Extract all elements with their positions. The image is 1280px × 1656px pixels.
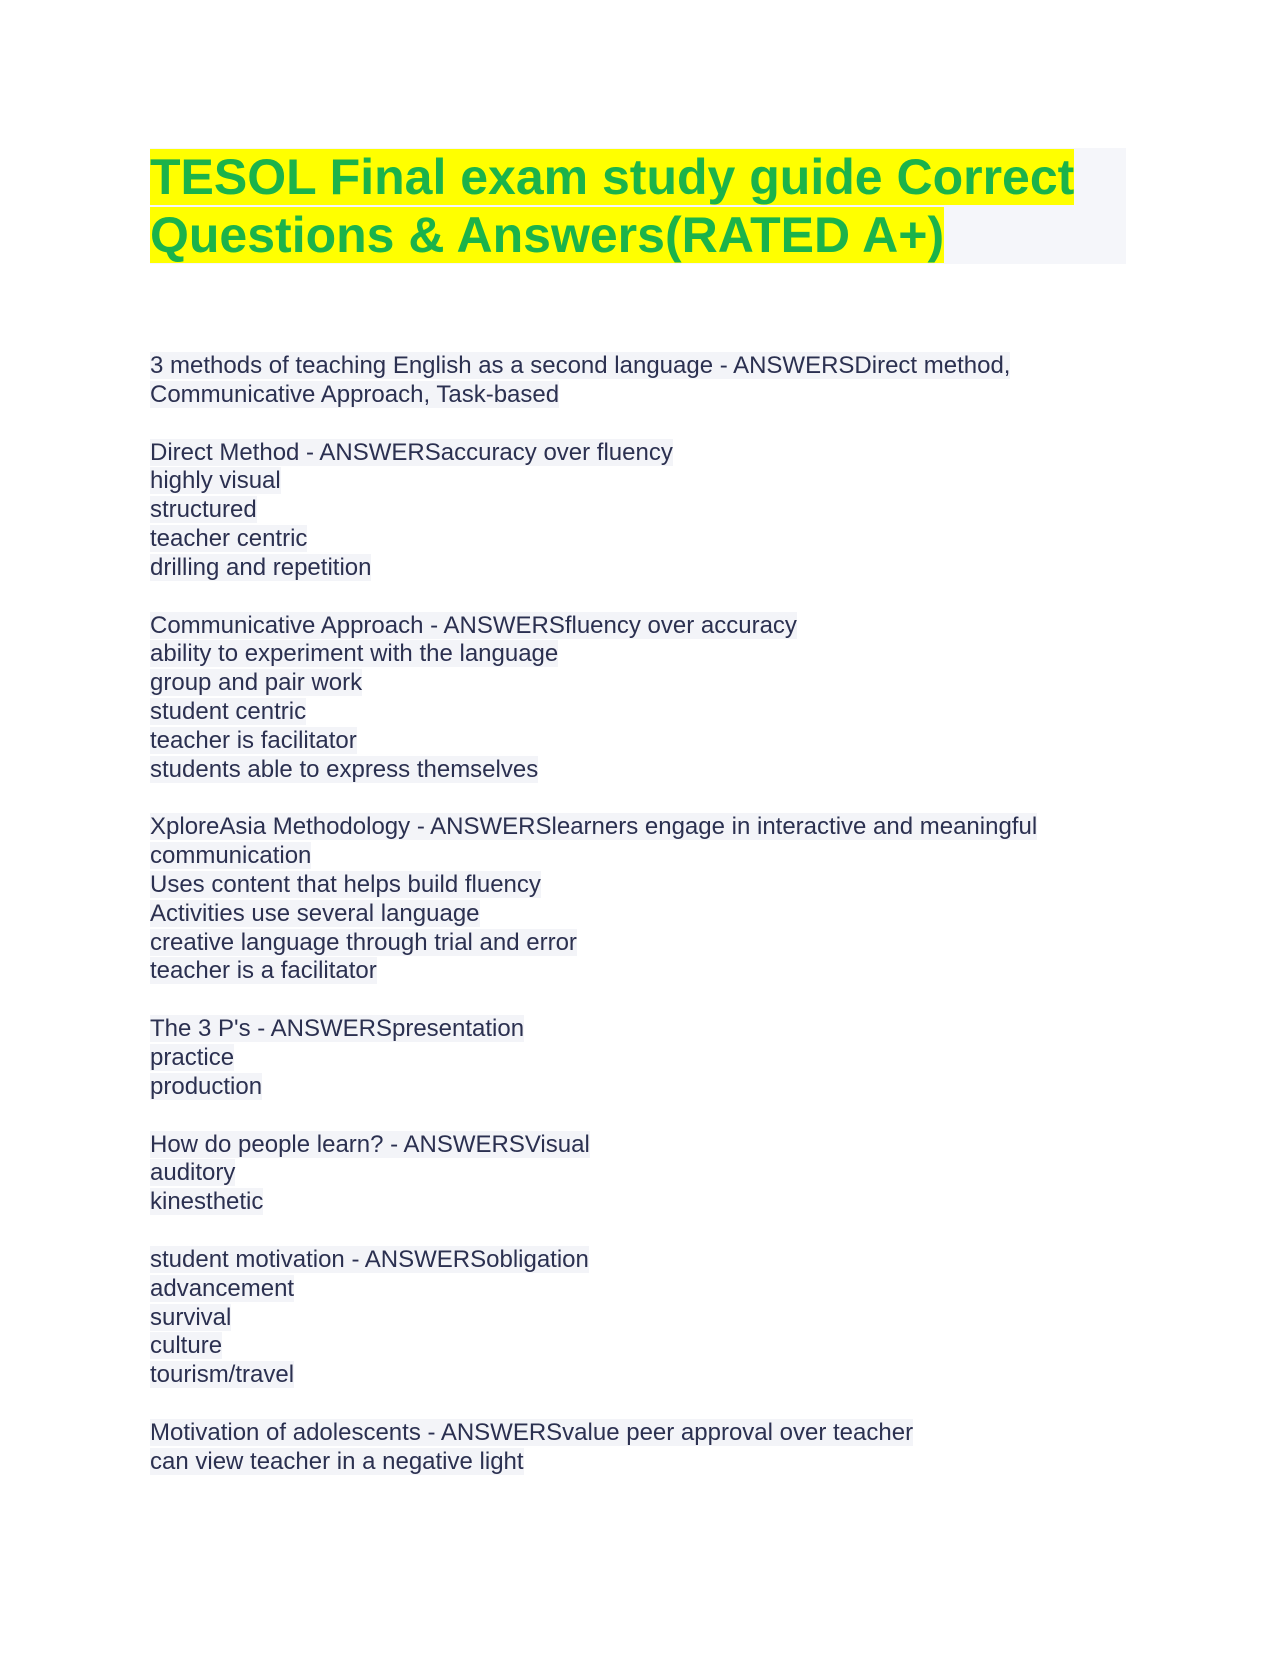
qa-line-text: Uses content that helps build fluency — [150, 870, 541, 898]
qa-answer-line — [150, 1275, 1126, 1304]
qa-entry — [150, 1131, 1126, 1217]
qa-line-text: student centric — [150, 697, 307, 725]
qa-line-text: advancement — [150, 1274, 295, 1302]
qa-question-line — [150, 439, 1126, 468]
qa-answer-line — [150, 1448, 1126, 1477]
qa-answer-line — [150, 467, 1126, 496]
qa-answer-line — [150, 871, 1126, 900]
qa-line-text: practice — [150, 1043, 235, 1071]
qa-line-text: survival — [150, 1303, 232, 1331]
qa-line-text: Direct Method - ANSWERSaccuracy over fluency — [150, 438, 673, 466]
qa-line-text: group and pair work — [150, 669, 363, 697]
qa-line-text: creative language through trial and error — [150, 928, 577, 956]
qa-question-line — [150, 352, 1126, 381]
qa-answer-line — [150, 496, 1126, 525]
qa-line-text: teacher centric — [150, 524, 308, 552]
qa-question-line — [150, 813, 1126, 842]
qa-answer-line — [150, 727, 1126, 756]
qa-line-text: kinesthetic — [150, 1188, 264, 1216]
qa-line-text: students able to express themselves — [150, 755, 539, 783]
qa-line-text: 3 methods of teaching English as a second language - ANSWERSDirect method, — [150, 352, 1011, 379]
qa-line-text: auditory — [150, 1159, 236, 1187]
qa-entry — [150, 813, 1126, 986]
qa-entry — [150, 612, 1126, 785]
qa-answer-line — [150, 1159, 1126, 1188]
qa-line-text: drilling and repetition — [150, 553, 372, 581]
qa-answer-line — [150, 1361, 1126, 1390]
qa-answer-line — [150, 1044, 1126, 1073]
qa-entry — [150, 1419, 1126, 1477]
qa-line-text: Activities use several language — [150, 899, 480, 927]
qa-answer-line — [150, 957, 1126, 986]
qa-question-line — [150, 1015, 1126, 1044]
qa-line-text: student motivation - ANSWERSobligation — [150, 1245, 589, 1273]
qa-line-text: Motivation of adolescents - ANSWERSvalue peer approval over teacher — [150, 1418, 914, 1446]
qa-line-text: structured — [150, 496, 257, 524]
qa-answer-line — [150, 1332, 1126, 1361]
qa-line-text: tourism/travel — [150, 1361, 295, 1389]
qa-answer-line — [150, 842, 1126, 871]
qa-entry — [150, 352, 1126, 410]
document-title — [150, 148, 1126, 264]
qa-entry — [150, 1246, 1126, 1390]
qa-answer-line — [150, 381, 1126, 410]
qa-answer-line — [150, 1073, 1126, 1102]
document-title-text: TESOL Final exam study guide Correct Questions & Answers(RATED A+) — [150, 149, 1075, 263]
qa-line-text: highly visual — [150, 467, 281, 495]
qa-question-line — [150, 1131, 1126, 1160]
qa-answer-line — [150, 900, 1126, 929]
qa-line-text: teacher is facilitator — [150, 726, 357, 754]
qa-entry — [150, 439, 1126, 583]
qa-line-text: teacher is a facilitator — [150, 957, 377, 985]
qa-question-line — [150, 1246, 1126, 1275]
qa-answer-line — [150, 1304, 1126, 1333]
qa-entry — [150, 1015, 1126, 1101]
qa-line-text: production — [150, 1072, 263, 1100]
qa-line-text: communication — [150, 842, 312, 870]
title-block — [150, 148, 1126, 264]
qa-answer-line — [150, 1188, 1126, 1217]
qa-answer-line — [150, 525, 1126, 554]
qa-line-text: culture — [150, 1332, 223, 1360]
qa-line-text: XploreAsia Methodology - ANSWERSlearners engage in interactive and meaningful — [150, 813, 1038, 841]
qa-answer-line — [150, 929, 1126, 958]
qa-line-text: can view teacher in a negative light — [150, 1447, 524, 1475]
qa-list — [150, 352, 1126, 1477]
qa-answer-line — [150, 554, 1126, 583]
qa-answer-line — [150, 756, 1126, 785]
qa-answer-line — [150, 669, 1126, 698]
qa-line-text: The 3 P's - ANSWERSpresentation — [150, 1015, 525, 1043]
document-page — [150, 148, 1126, 1506]
qa-line-text: How do people learn? - ANSWERSVisual — [150, 1130, 590, 1158]
qa-line-text: Communicative Approach, Task-based — [150, 380, 560, 408]
qa-answer-line — [150, 640, 1126, 669]
qa-question-line — [150, 1419, 1126, 1448]
qa-answer-line — [150, 698, 1126, 727]
qa-question-line — [150, 612, 1126, 641]
qa-line-text: ability to experiment with the language — [150, 640, 559, 668]
qa-line-text: Communicative Approach - ANSWERSfluency over accuracy — [150, 611, 797, 639]
